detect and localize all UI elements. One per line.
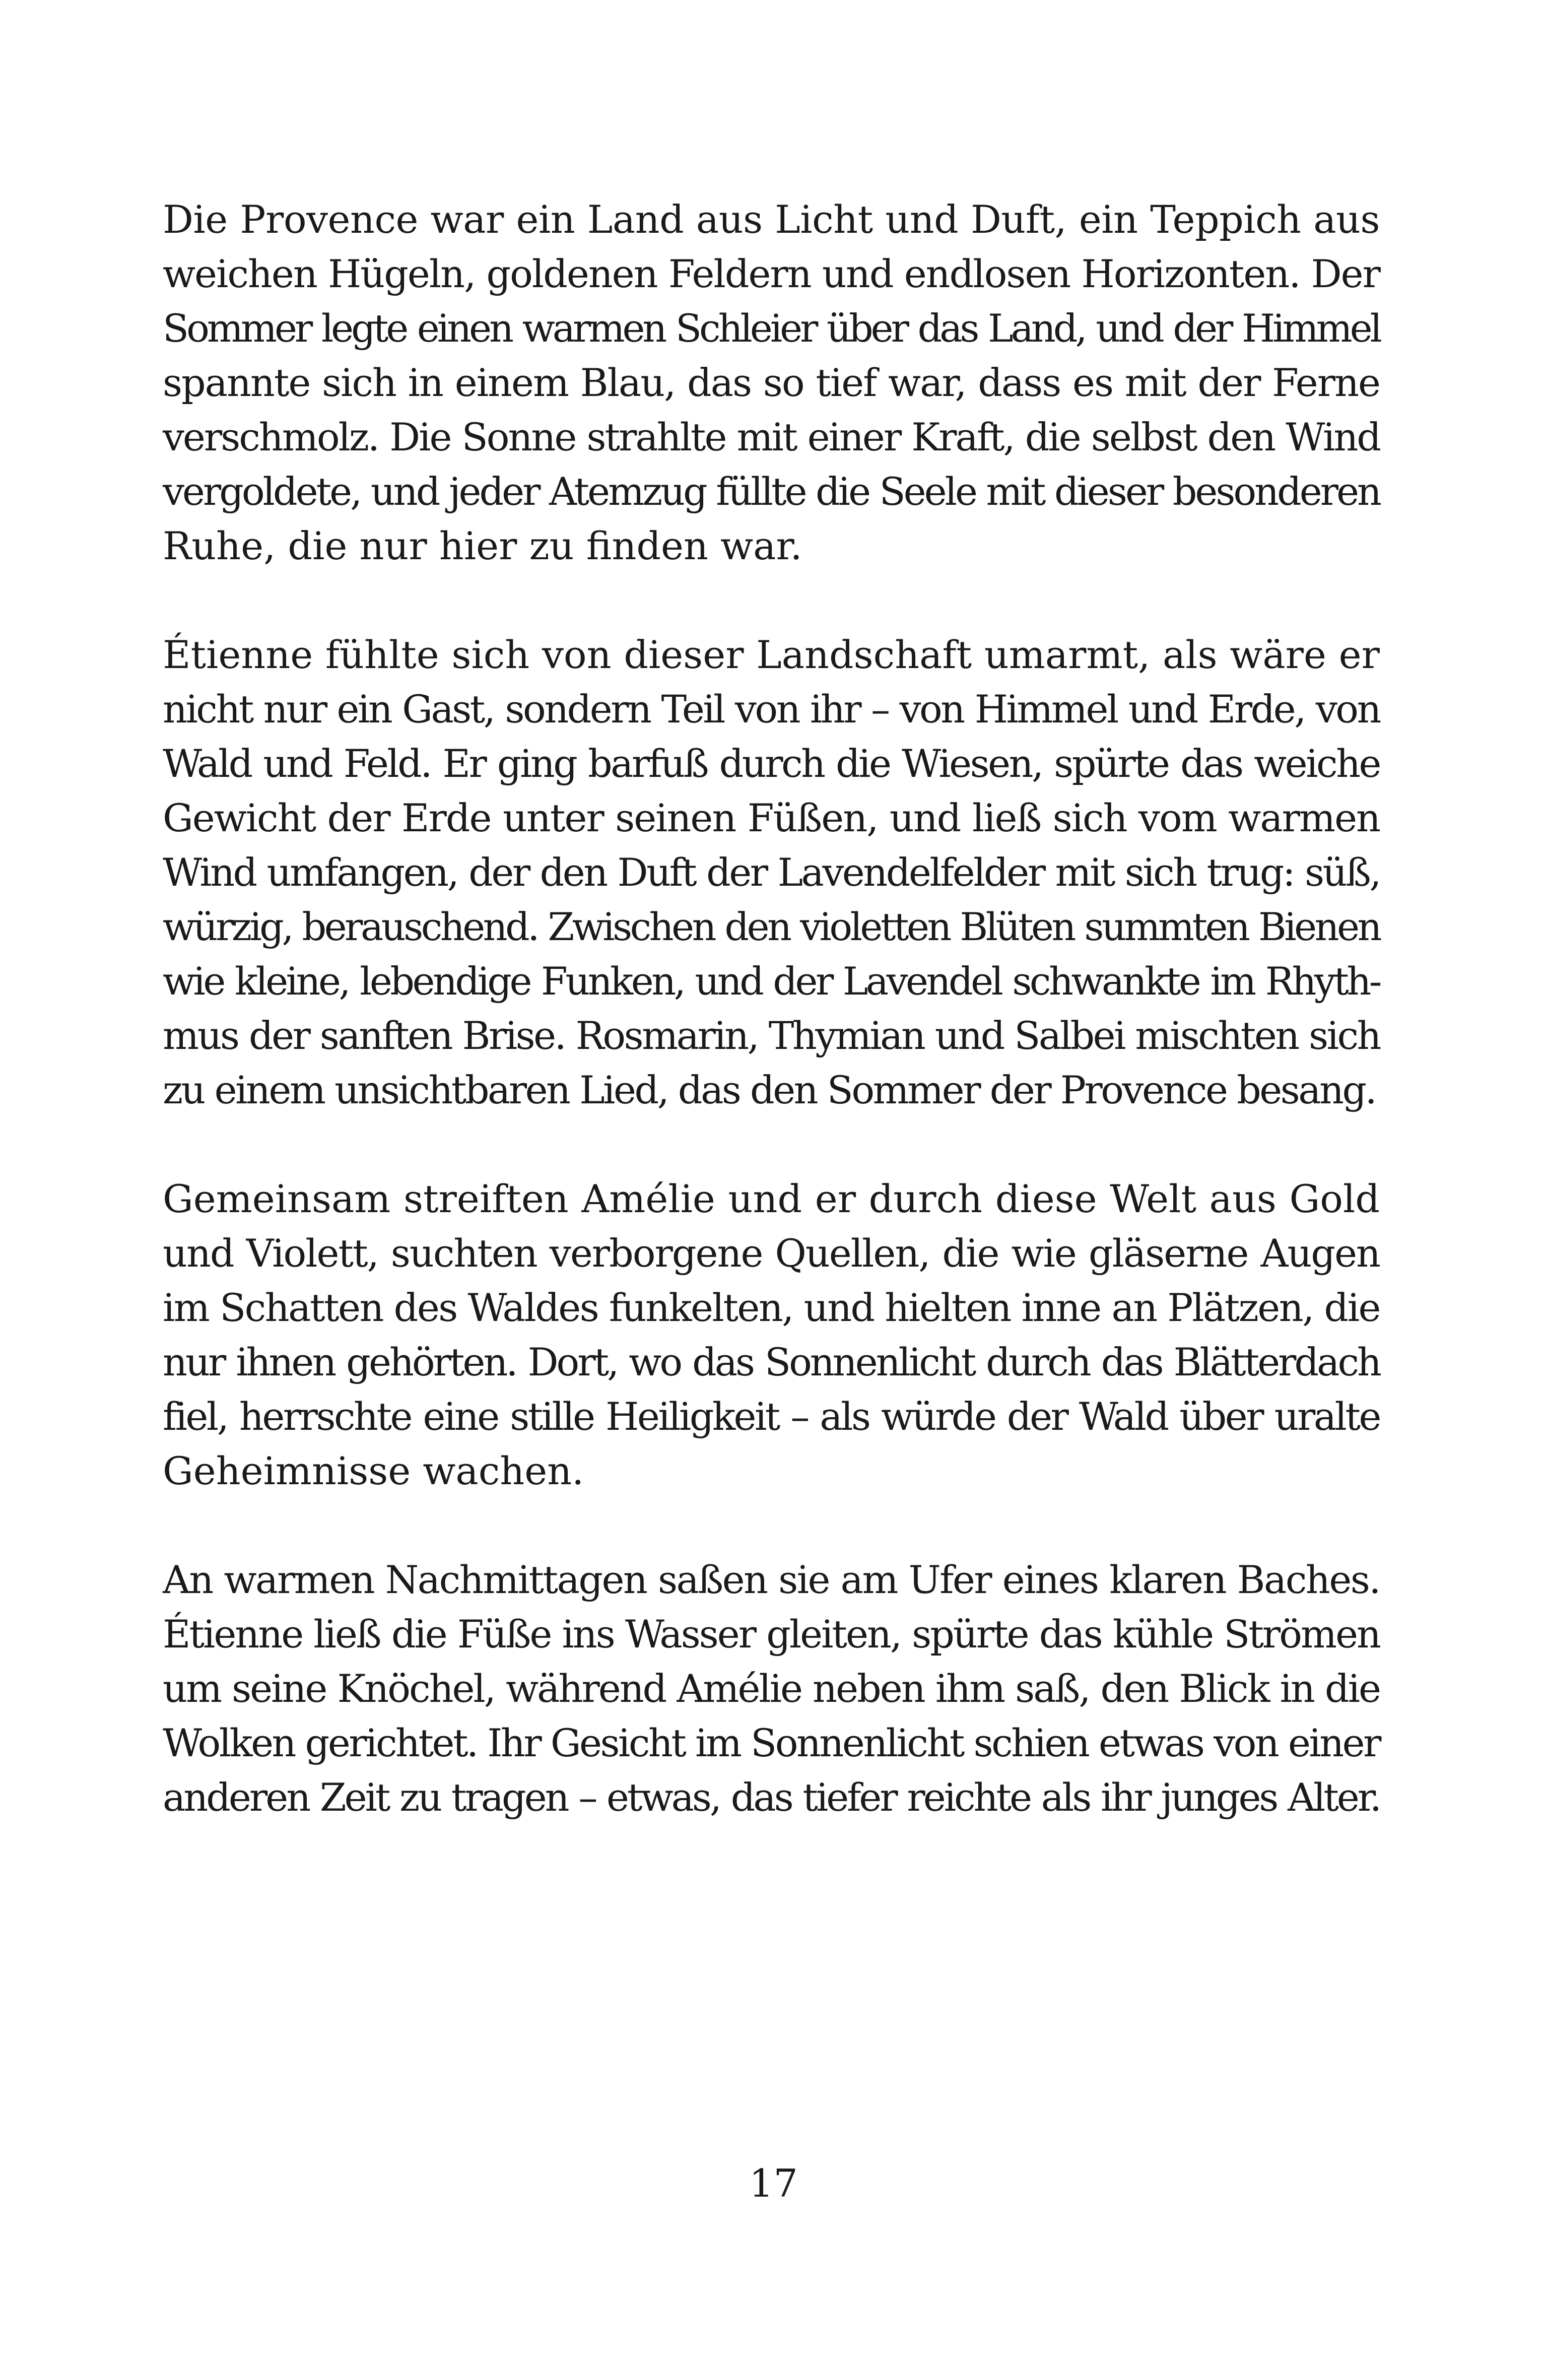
text-line: Gewicht der Erde unter seinen Füßen, und ließ sich vom warmen bbox=[163, 796, 1380, 840]
text-line: Étienne ließ die Füße ins Wasser gleiten, spürte das kühle Strömen bbox=[163, 1612, 1380, 1657]
text-line: Étienne fühlte sich von dieser Landschaft umarmt, als wäre er bbox=[163, 632, 1380, 677]
text-line: Die Provence war ein Land aus Licht und Duft, ein Teppich aus bbox=[163, 197, 1380, 242]
text-line: Wald und Feld. Er ging barfuß durch die Wiesen, spürte das weiche bbox=[163, 741, 1380, 786]
text-line: spannte sich in einem Blau, das so tief war, dass es mit der Ferne bbox=[163, 360, 1380, 405]
paragraph-3 bbox=[163, 1172, 1380, 1498]
text-line: An warmen Nachmittagen saßen sie am Ufer eines klaren Baches. bbox=[163, 1557, 1380, 1602]
text-line: weichen Hügeln, goldenen Feldern und endlosen Horizonten. Der bbox=[163, 251, 1380, 296]
text-line: wie kleine, lebendige Funken, und der Lavendel schwankte im Rhyth- bbox=[163, 959, 1380, 1004]
paragraph-2 bbox=[163, 628, 1380, 1117]
text-line: Gemeinsam streiften Amélie und er durch diese Welt aus Gold bbox=[163, 1176, 1380, 1221]
body-text bbox=[163, 192, 1380, 1879]
text-line: Sommer legte einen warmen Schleier über das Land, und der Himmel bbox=[163, 306, 1380, 351]
text-line: Ruhe, die nur hier zu finden war. bbox=[163, 523, 802, 568]
text-line: vergoldete, und jeder Atemzug füllte die Seele mit dieser besonderen bbox=[163, 469, 1380, 514]
paragraph-1 bbox=[163, 192, 1380, 573]
text-line: anderen Zeit zu tragen – etwas, das tiefer reichte als ihr junges Alter. bbox=[163, 1775, 1380, 1820]
page-number: 17 bbox=[749, 2161, 798, 2206]
text-line: würzig, berauschend. Zwischen den violetten Blüten summten Bienen bbox=[163, 904, 1380, 949]
text-line: nicht nur ein Gast, sondern Teil von ihr – von Himmel und Erde, von bbox=[163, 687, 1380, 732]
text-line: fiel, herrschte eine stille Heiligkeit – als würde der Wald über uralte bbox=[163, 1394, 1380, 1439]
text-line: mus der sanften Brise. Rosmarin, Thymian und Salbei mischten sich bbox=[163, 1013, 1380, 1058]
paragraph-4 bbox=[163, 1553, 1380, 1825]
text-line: Wind umfangen, der den Duft der Lavendelfelder mit sich trug: süß, bbox=[163, 850, 1380, 895]
text-line: verschmolz. Die Sonne strahlte mit einer Kraft, die selbst den Wind bbox=[163, 415, 1380, 459]
text-line: und Violett, suchten verborgene Quellen, die wie gläserne Augen bbox=[163, 1231, 1380, 1276]
text-line: nur ihnen gehörten. Dort, wo das Sonnenlicht durch das Blätterdach bbox=[163, 1340, 1380, 1384]
text-line: zu einem unsichtbaren Lied, das den Sommer der Provence besang. bbox=[163, 1068, 1376, 1112]
text-line: im Schatten des Waldes funkelten, und hielten inne an Plätzen, die bbox=[163, 1285, 1380, 1330]
text-line: um seine Knöchel, während Amélie neben ihm saß, den Blick in die bbox=[163, 1666, 1380, 1711]
text-line: Geheimnisse wachen. bbox=[163, 1448, 584, 1493]
text-line: Wolken gerichtet. Ihr Gesicht im Sonnenlicht schien etwas von einer bbox=[163, 1721, 1380, 1765]
